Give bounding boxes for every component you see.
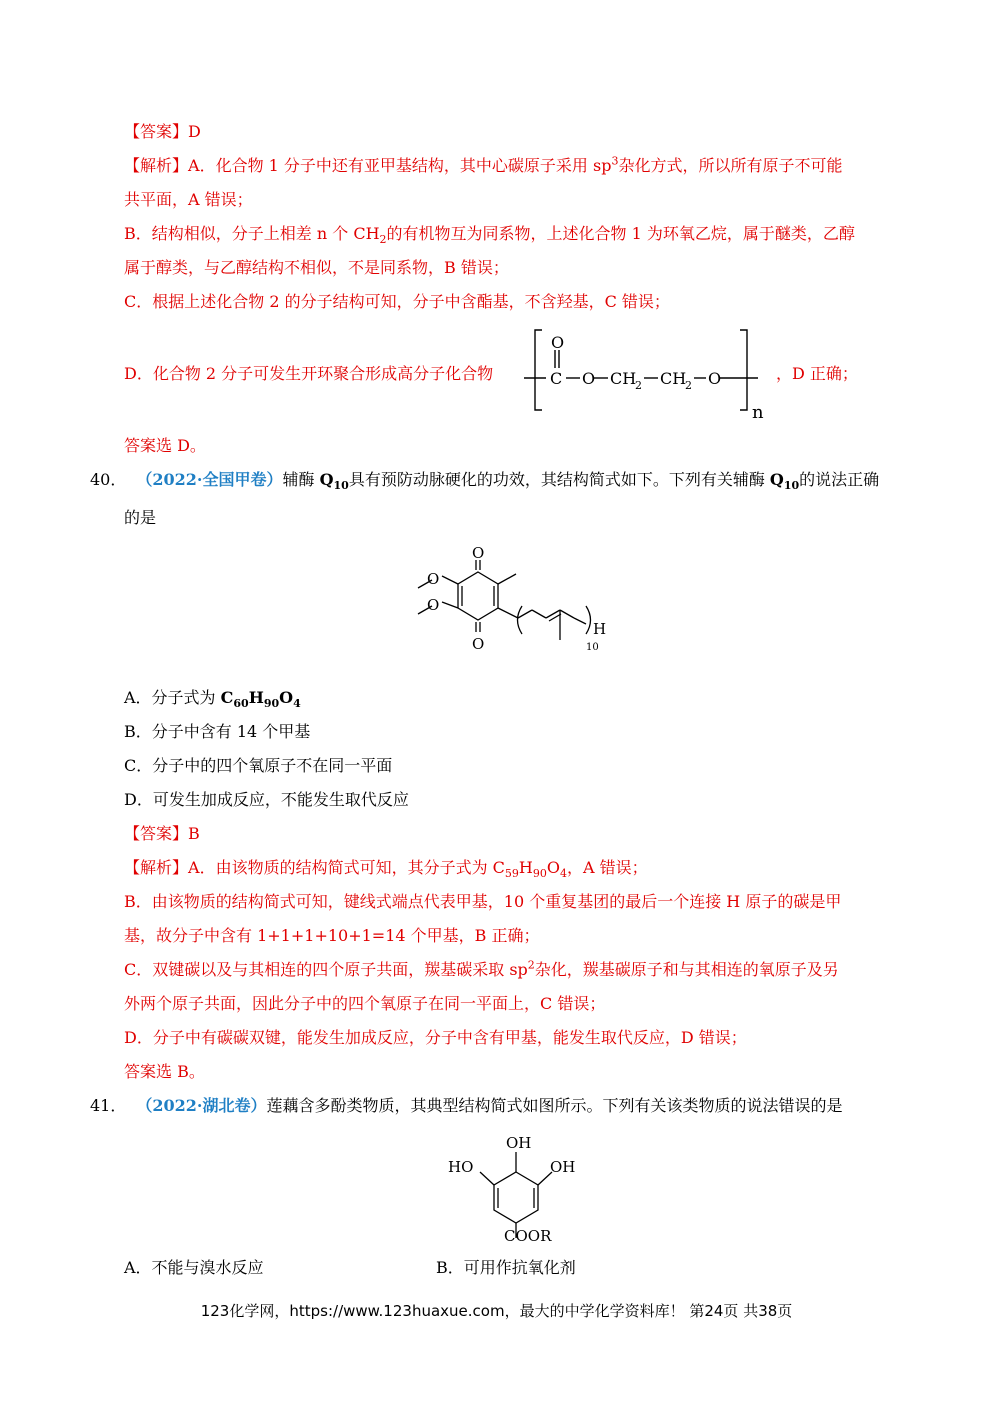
question-40-stem-line2: 的是 [124,508,157,527]
polymer-sub2b: 2 [685,379,692,392]
formula-sub: 90 [263,697,280,711]
superscript: 3 [611,154,619,168]
oh-right: OH [550,1158,576,1176]
analysis-label: 【解析】 [124,858,189,877]
analysis-d-line: D．分子中有碳碳双键，能发生加成反应，分子中含有甲基，能发生取代反应，D 错误； [124,1028,747,1047]
option-d: D．可发生加成反应，不能发生取代反应 [124,790,409,809]
question-41-stem [90,1096,843,1116]
analysis-a-line1 [124,156,842,176]
polymer-sub2a: 2 [635,379,642,392]
ho-left: HO [448,1158,474,1176]
polymer-ch2b: CH [660,369,687,388]
option-c: C．分子中的四个氧原子不在同一平面 [124,756,393,775]
methoxy-o2: O [427,596,440,614]
page-footer: 123化学网，https://www.123huaxue.com，最大的中学化学资料库！ 第24页 共38页 [200,1302,793,1320]
stem-text: 辅酶 [282,470,320,489]
analysis-c-line2: 外两个原子共面，因此分子中的四个氧原子在同一平面上，C 错误； [124,994,606,1013]
subscript: 90 [532,867,547,881]
answer-value: D [188,122,201,141]
subscript: 4 [559,867,567,881]
q10-label: Q [319,470,334,489]
analysis-d-line: D．化合物 2 分子可发生开环聚合形成高分子化合物 [124,364,494,383]
analysis-text: H [518,858,533,877]
formula-h: H [248,688,264,707]
analysis-a-line [124,858,648,881]
stem-text: 莲藕含多酚类物质，其典型结构简式如图所示。下列有关该类物质的说法错误的是 [266,1096,843,1115]
conclusion-line: 答案选 B。 [124,1062,205,1081]
option-text: A．分子式为 [124,688,221,707]
analysis-label: 【解析】 [124,156,189,175]
stem-text: 的说法正确 [799,470,880,489]
answer-label: 【答案】 [124,122,189,141]
question-source: （2022·全国甲卷） [144,470,283,489]
answer-line [124,824,200,844]
analysis-c-line: C．根据上述化合物 2 的分子结构可知，分子中含酯基，不含羟基，C 错误； [124,292,670,311]
analysis-text: ，A 错误； [566,858,648,877]
answer-label: 【答案】 [124,824,189,843]
analysis-text: O [546,858,560,877]
subscript: 2 [379,233,387,247]
analysis-text: 杂化方式，所以所有原子不可能 [618,156,843,175]
analysis-b-line2: 基，故分子中含有 1+1+1+10+1=14 个甲基，B 正确； [124,926,540,945]
analysis-b-line2: 属于醇类，与乙醇结构不相似，不是同系物，B 错误； [124,258,509,277]
analysis-a-line2: 共平面，A 错误； [124,190,253,209]
conclusion-line: 答案选 D。 [124,436,206,455]
question-number: 40． [90,470,127,489]
polymer-ch2a: CH [610,369,637,388]
question-source: （2022·湖北卷） [144,1096,267,1115]
analysis-text: 的有机物互为同系物，上述化合物 1 为环氧乙烷，属于醚类，乙醇 [386,224,855,243]
subscript: 59 [504,867,519,881]
answer-value: B [188,824,200,843]
analysis-text: 杂化，羰基碳原子和与其相连的氧原子及另 [534,960,839,979]
option-b: B．可用作抗氧化剂 [436,1258,576,1277]
option-b: B．分子中含有 14 个甲基 [124,722,311,741]
formula-sub: 60 [233,697,249,711]
analysis-text: A．由该物质的结构简式可知，其分子式为 C [188,858,505,877]
analysis-text: B．结构相似，分子上相差 n 个 CH [124,224,380,243]
superscript: 2 [527,958,535,972]
polymer-c: C [550,369,563,388]
analysis-b-line1: B．由该物质的结构简式可知，键线式端点代表甲基，10 个重复基团的最后一个连接 H 原子的碳是甲 [124,892,842,911]
analysis-c-line1 [124,960,839,980]
analysis-b-line1 [124,224,855,247]
repeat-count: 10 [586,642,599,653]
analysis-text: C．双键碳以及与其相连的四个原子共面，羰基碳采取 sp [124,960,528,979]
option-a: A．不能与溴水反应 [124,1258,264,1277]
stem-text: 具有预防动脉硬化的功效，其结构简式如下。下列有关辅酶 [348,470,770,489]
coenzyme-q10-structure [400,540,630,670]
question-number: 41． [90,1096,127,1115]
formula-sub: 4 [293,697,301,711]
question-40-stem [90,470,880,493]
oh-top: OH [506,1134,532,1152]
coor-label: COOR [504,1227,552,1245]
q10-subscript: 10 [333,479,349,493]
option-a [124,688,301,711]
answer-line [124,122,201,142]
quinone-o-bottom: O [472,635,485,653]
methoxy-o1: O [427,570,440,588]
polymer-o1: O [582,369,596,388]
terminal-h: H [593,620,607,638]
q10-label: Q [769,470,784,489]
polymer-carbonyl-o: O [551,333,565,352]
polymer-n: n [752,402,764,423]
polymer-o2: O [708,369,722,388]
quinone-o-top: O [472,544,485,562]
analysis-d-tail: ，D 正确； [776,364,858,383]
formula-o: O [279,688,294,707]
analysis-text: A．化合物 1 分子中还有亚甲基结构，其中心碳原子采用 sp [188,156,612,175]
formula-c: C [220,688,234,707]
polymer-structure [518,326,778,423]
q10-subscript: 10 [783,479,800,493]
